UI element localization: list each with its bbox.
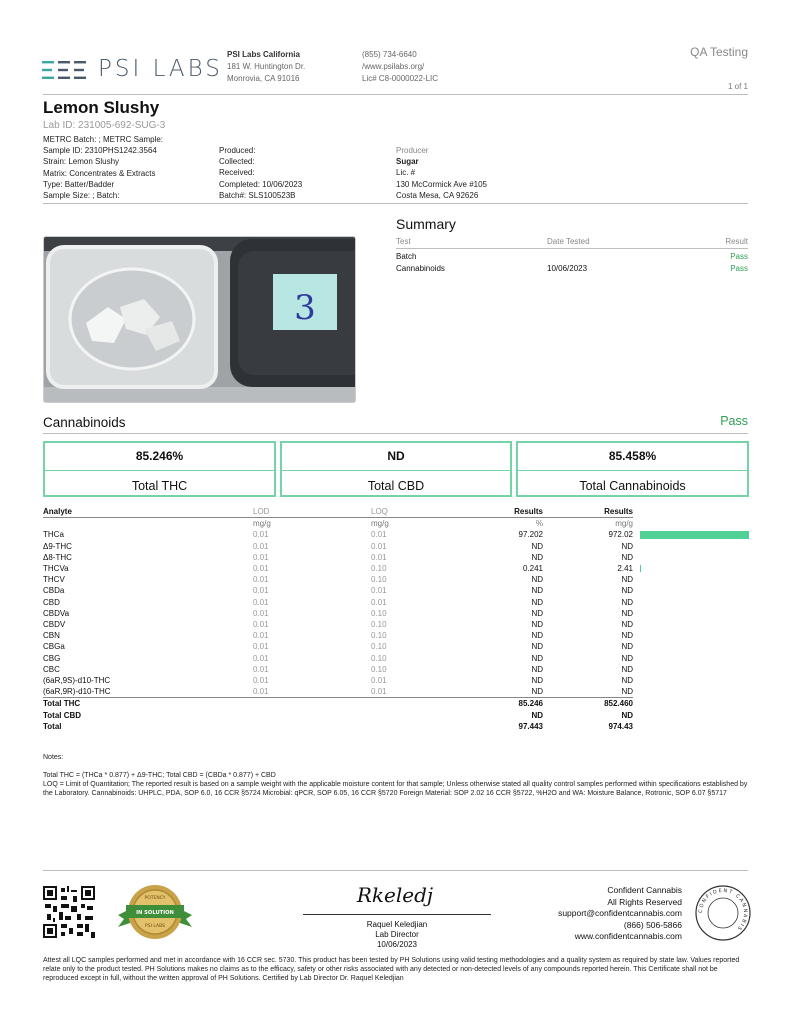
director-name: Raquel Keledjian — [366, 920, 428, 929]
table-row — [43, 641, 633, 652]
director-title: Lab Director — [375, 930, 419, 939]
summary-header-result: Result — [725, 237, 748, 246]
analyte-result-pct: ND — [531, 541, 543, 551]
lab-name: PSI Labs California — [227, 50, 300, 59]
table-row — [43, 619, 633, 630]
seal-top-text: POTENCY — [144, 896, 166, 901]
card-separator — [518, 470, 747, 471]
completed-date: Completed: 10/06/2023 — [219, 179, 303, 189]
lab-address-line1: 181 W. Huntington Dr. — [227, 62, 306, 71]
analyte-loq: 0.01 — [371, 597, 387, 607]
brand-name: PSI LABS — [98, 56, 223, 82]
analyte-name: Δ8-THC — [43, 552, 72, 562]
director-signature — [330, 880, 460, 910]
table-row — [43, 585, 633, 596]
analyte-loq: 0.01 — [371, 586, 387, 596]
summary-row-cannabinoids-date: 10/06/2023 — [547, 264, 588, 273]
confident-cannabis-block — [558, 885, 682, 943]
analyte-lod: 0.01 — [253, 664, 269, 674]
card-separator — [282, 470, 510, 471]
analyte-name: CBC — [43, 664, 60, 674]
total-result-mg: 974.43 — [608, 721, 633, 731]
total-cbd-card — [280, 441, 512, 497]
total-blank-lod — [253, 721, 371, 732]
summary-row-batch-test: Batch — [396, 252, 417, 261]
sample-id: Sample ID: 2310PHS1242.3564 — [43, 146, 157, 156]
table-row — [43, 541, 633, 552]
analyte-result-mg: ND — [621, 552, 633, 562]
analyte-name: CBDa — [43, 586, 65, 596]
table-row — [43, 529, 633, 540]
analyte-name: CBD — [43, 597, 60, 607]
total-row — [43, 710, 633, 721]
producer-block — [396, 145, 487, 201]
total-name: Total THC — [43, 698, 253, 710]
table-row — [43, 563, 633, 574]
total-thc-value: 85.246% — [135, 449, 184, 463]
analyte-result-pct: ND — [531, 687, 543, 697]
notes-label: Notes: — [43, 754, 64, 761]
table-row — [43, 675, 633, 686]
analyte-name: CBGa — [43, 642, 65, 652]
table-row — [43, 552, 633, 563]
analyte-result-mg: 972.02 — [608, 530, 633, 540]
analyte-loq: 0.01 — [371, 541, 387, 551]
analyte-result-pct: 0.241 — [522, 564, 543, 574]
analyte-loq: 0.10 — [371, 653, 387, 663]
total-blank-loq — [371, 721, 455, 732]
producer-license: Lic. # — [396, 168, 416, 178]
analyte-result-mg: ND — [621, 653, 633, 663]
total-thc-label: Total THC — [131, 479, 188, 493]
total-cbd-value: ND — [387, 449, 405, 463]
lab-website[interactable]: /www.psilabs.org/ — [362, 62, 425, 71]
lab-address-line2: Monrovia, CA 91016 — [227, 74, 300, 83]
footer-disclaimer: Attest all LQC samples performed and met in accordance with 16 CCR sec. 5730. This product has been tested by PH Solutions using valid testing methodologies and a quality system as required by state law. Values reported relate only to the product tested. PH Solutions makes no claims as to the efficacy, safety or other risks associated with any detected or non-detected levels of any compounds reported herein. This Certificate shall not be reproduced except in full, without the written approval of PH Solutions. Certified by Lab Director Dr. Raquel Keledjian — [43, 957, 740, 982]
summary-header-date: Date Tested — [547, 237, 590, 246]
analyte-result-mg: ND — [621, 631, 633, 641]
analyte-lod: 0.01 — [253, 552, 269, 562]
analyte-result-pct: ND — [531, 631, 543, 641]
product-title: Lemon Slushy — [43, 98, 160, 117]
lab-phone: (855) 734-6640 — [362, 50, 417, 59]
analyte-result-pct: ND — [531, 653, 543, 663]
unit-r2: mg/g — [615, 519, 633, 529]
summary-row-batch-result: Pass — [730, 252, 748, 261]
analyte-name: CBG — [43, 653, 61, 663]
col-lod: LOD — [253, 506, 371, 518]
header-divider — [43, 94, 748, 95]
signature-script: Rkeledj — [356, 883, 434, 907]
analyte-lod: 0.01 — [253, 687, 269, 697]
analyte-result-mg: 2.41 — [617, 564, 633, 574]
analyte-result-pct: ND — [531, 642, 543, 652]
analyte-loq: 0.10 — [371, 575, 387, 585]
produced-date: Produced: — [219, 146, 256, 155]
analyte-lod: 0.01 — [253, 564, 269, 574]
analyte-loq: 0.01 — [371, 687, 387, 697]
summary-title: Summary — [396, 216, 456, 232]
matrix: Matrix: Concentrates & Extracts — [43, 168, 156, 178]
producer-label: Producer — [396, 146, 429, 155]
units-blank — [43, 518, 253, 530]
analyte-result-mg: ND — [621, 687, 633, 697]
cc-name: Confident Cannabis — [607, 885, 682, 895]
cc-ring-text: CONFIDENT CANNABIS — [697, 887, 749, 933]
analyte-loq: 0.01 — [371, 676, 387, 686]
table-row — [43, 653, 633, 664]
col-results-pct: Results — [455, 506, 543, 518]
sample-size: Sample Size: ; Batch: — [43, 191, 120, 201]
table-row — [43, 597, 633, 608]
analyte-loq: 0.10 — [371, 631, 387, 641]
unit-r1: % — [535, 519, 543, 529]
total-name: Total — [43, 721, 62, 731]
analyte-lod: 0.01 — [253, 620, 269, 630]
producer-address-line2: Costa Mesa, CA 92626 — [396, 190, 479, 200]
analyte-loq: 0.01 — [371, 530, 387, 540]
analyte-result-mg: ND — [621, 642, 633, 652]
analyte-lod: 0.01 — [253, 586, 269, 596]
col-analyte: Analyte — [43, 506, 253, 518]
analyte-name: THCV — [43, 575, 65, 585]
document-type: QA Testing — [690, 45, 748, 59]
analyte-result-mg: ND — [621, 676, 633, 686]
analyte-result-mg: ND — [621, 620, 633, 630]
analyte-name: THCVa — [43, 564, 69, 574]
confident-cannabis-logo-icon — [694, 884, 752, 942]
analyte-table-header — [43, 506, 633, 518]
analyte-result-mg: ND — [621, 608, 633, 618]
sample-photo-image — [44, 237, 356, 403]
analyte-result-pct: ND — [531, 620, 543, 630]
table-row — [43, 574, 633, 585]
cannabinoids-title: Cannabinoids — [43, 415, 126, 430]
analyte-lod: 0.01 — [253, 597, 269, 607]
analyte-loq: 0.10 — [371, 642, 387, 652]
signature-date: 10/06/2023 — [376, 940, 418, 949]
analyte-name: (6aR,9R)-d10-THC — [43, 687, 111, 697]
analyte-result-mg: ND — [621, 597, 633, 607]
unit-loq: mg/g — [371, 519, 389, 529]
page-number: 1 of 1 — [727, 82, 748, 91]
total-result-pct: 85.246 — [455, 698, 543, 710]
cc-phone: (866) 506-5866 — [623, 919, 682, 930]
total-row — [43, 698, 633, 710]
total-name: Total CBD — [43, 710, 82, 720]
analyte-lod: 0.01 — [253, 575, 269, 585]
analyte-result-mg: ND — [621, 664, 633, 674]
analyte-result-mg: ND — [621, 575, 633, 585]
total-blank-lod — [253, 710, 371, 721]
signature-line — [303, 914, 491, 915]
cc-rights: All Rights Reserved — [607, 896, 682, 907]
producer-address-line1: 130 McCormick Ave #105 — [396, 179, 488, 189]
analyte-name: CBDV — [43, 620, 66, 630]
analyte-loq: 0.10 — [371, 620, 387, 630]
analyte-table — [43, 506, 633, 732]
analyte-result-pct: ND — [531, 608, 543, 618]
analyte-lod: 0.01 — [253, 653, 269, 663]
analyte-lod: 0.01 — [253, 631, 269, 641]
psi-labs-logo-icon — [42, 61, 88, 79]
analyte-lod: 0.01 — [253, 541, 269, 551]
analyte-result-mg: ND — [621, 586, 633, 596]
metrc-batch: METRC Batch: ; METRC Sample: — [43, 135, 164, 144]
table-row — [43, 686, 633, 698]
analyte-loq: 0.10 — [371, 664, 387, 674]
total-result-pct: ND — [531, 710, 543, 720]
total-cannabinoids-card — [516, 441, 749, 497]
notes-formula: Total THC = (THCa * 0.877) + Δ9-THC; Total CBD = (CBDa * 0.877) + CBD — [43, 772, 276, 779]
producer-name: Sugar — [396, 157, 419, 167]
analyte-result-pct: 97.202 — [518, 530, 543, 540]
summary-row-cannabinoids-test: Cannabinoids — [396, 264, 445, 273]
analyte-loq: 0.10 — [371, 564, 387, 574]
total-row — [43, 721, 633, 732]
result-bar — [640, 531, 749, 539]
analyte-loq: 0.10 — [371, 608, 387, 618]
summary-divider — [396, 248, 748, 249]
analyte-name: (6aR,9S)-d10-THC — [43, 676, 111, 686]
total-cannabinoids-value: 85.458% — [608, 449, 657, 463]
total-cbd-label: Total CBD — [367, 479, 425, 493]
analyte-lod: 0.01 — [253, 642, 269, 652]
seal-bottom-text: PSI LABS — [145, 924, 165, 929]
analyte-name: Δ9-THC — [43, 541, 72, 551]
analyte-result-pct: ND — [531, 664, 543, 674]
analyte-name: CBDVa — [43, 608, 70, 618]
analyte-result-pct: ND — [531, 552, 543, 562]
sample-details-left — [43, 134, 163, 201]
analyte-loq: 0.01 — [371, 552, 387, 562]
strain: Strain: Lemon Slushy — [43, 157, 120, 167]
sample-photo — [43, 236, 356, 403]
unit-lod: mg/g — [253, 519, 271, 529]
analyte-result-pct: ND — [531, 575, 543, 585]
batch-number: Batch#: SLS100523B — [219, 190, 296, 200]
result-bar — [640, 565, 641, 572]
seal-band-text: IN SOLUTION — [136, 910, 174, 916]
total-result-mg: ND — [621, 710, 633, 720]
analyte-name: THCa — [43, 530, 64, 540]
analyte-result-pct: ND — [531, 676, 543, 686]
received-date: Received: — [219, 168, 255, 178]
table-row — [43, 608, 633, 619]
info-divider — [43, 203, 748, 204]
analyte-lod: 0.01 — [253, 676, 269, 686]
lab-id: Lab ID: 231005-692-SUG-3 — [43, 120, 166, 131]
units-row — [43, 518, 633, 530]
col-loq: LOQ — [371, 506, 455, 518]
cannabinoids-status: Pass — [720, 414, 748, 428]
jar-label: 3 — [294, 288, 316, 328]
cc-website[interactable]: www.confidentcannabis.com — [574, 931, 682, 942]
lab-contact-block — [362, 49, 438, 85]
total-blank-loq — [371, 710, 455, 721]
card-separator — [45, 470, 274, 471]
cannabinoids-divider — [43, 433, 748, 434]
total-result-mg: 852.460 — [543, 698, 633, 710]
analyte-result-pct: ND — [531, 597, 543, 607]
total-blank-lod — [253, 698, 371, 710]
summary-header-test: Test — [396, 237, 411, 246]
potency-seal-icon — [116, 883, 194, 941]
footer-divider — [43, 870, 748, 871]
sample-details-middle — [219, 145, 302, 201]
summary-row-cannabinoids-result: Pass — [730, 264, 748, 273]
analyte-result-pct: ND — [531, 586, 543, 596]
analyte-lod: 0.01 — [253, 530, 269, 540]
total-cannabinoids-label: Total Cannabinoids — [579, 479, 686, 493]
analyte-lod: 0.01 — [253, 608, 269, 618]
col-results-mg: Results — [543, 506, 633, 518]
lab-address-block — [227, 49, 305, 85]
total-thc-card — [43, 441, 276, 497]
notes-methods: LOQ = Limit of Quantitation; The reported result is based on a sample weight with the applicable moisture content for that sample; Unless otherwise stated all quality control samples performed within specifications established by the Laboratory. Cannabinoids: UHPLC, PDA, SOP 6.0, 16 CCR §5724 Microbial: qPCR, SOP 6.05, 16 CCR §5720 Foreign Material: SOP 2.02 16 CCR §5722, %H2O and WA: Moisture Balance, Rotronic, SOP 6.07 §5717 — [43, 781, 748, 798]
qr-code-icon[interactable] — [43, 886, 95, 938]
collected-date: Collected: — [219, 157, 255, 167]
table-row — [43, 630, 633, 641]
analyte-result-mg: ND — [621, 541, 633, 551]
analyte-name: CBN — [43, 631, 60, 641]
table-row — [43, 664, 633, 675]
lab-license: Lic# C8-0000022-LIC — [362, 74, 439, 83]
sample-type: Type: Batter/Badder — [43, 179, 115, 189]
total-blank-loq — [371, 698, 455, 710]
cc-email[interactable]: support@confidentcannabis.com — [558, 908, 682, 919]
total-result-pct: 97.443 — [518, 721, 543, 731]
